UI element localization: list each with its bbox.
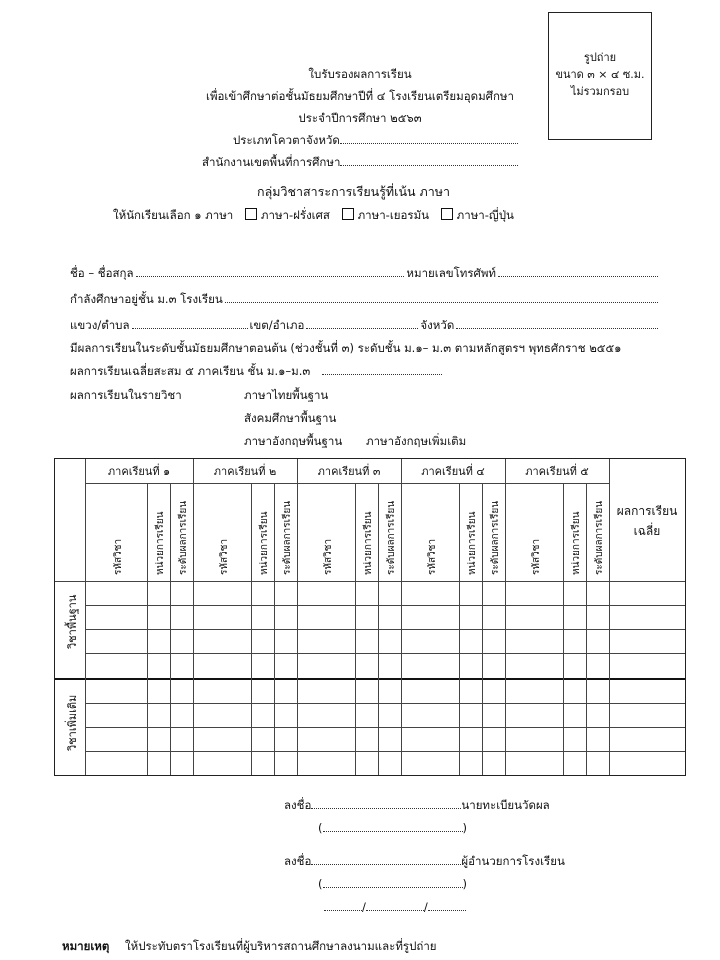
col-line — [401, 459, 402, 775]
japanese-option-label: ภาษา-ญี่ปุ่น — [456, 208, 514, 222]
s2-grade-header: ระดับผลการเรียน — [282, 500, 293, 575]
average-header-line2: เฉลี่ย — [633, 524, 661, 538]
director-name-line: ( ) — [318, 877, 467, 891]
s3-code-header: รหัสวิชา — [323, 538, 334, 575]
phone-label: หมายเลขโทรศัพท์ — [406, 266, 496, 280]
col-line — [85, 459, 86, 775]
col-line — [170, 483, 171, 775]
result-statement: มีผลการเรียนในระดับชั้นมัธยมศึกษาตอนต้น (ช่วงชั้นที่ ๓) ระดับชั้น ม.๑– ม.๓ ตามหลักสูตรฯ พุทธศักราช ๒๕๕๑ — [70, 341, 622, 355]
director-name-input[interactable] — [323, 876, 463, 888]
col-line — [563, 483, 564, 775]
footnote — [62, 938, 437, 956]
semester-2-header: ภาคเรียนที่ ๒ — [213, 465, 277, 478]
director-title: ผู้อำนวยการโรงเรียน — [461, 854, 565, 868]
s1-credit-header: หน่วยการเรียน — [155, 511, 166, 575]
row-line — [85, 629, 685, 630]
province-input[interactable] — [456, 317, 658, 329]
japanese-checkbox[interactable] — [441, 208, 453, 220]
grade-table — [54, 458, 686, 776]
col-line — [193, 459, 194, 775]
semester-3-header: ภาคเรียนที่ ๓ — [317, 465, 381, 478]
registrar-name-line: ( ) — [318, 821, 467, 835]
s1-grade-header: ระดับผลการเรียน — [178, 500, 189, 575]
german-option-label: ภาษา-เยอรมัน — [357, 208, 430, 222]
col-line — [482, 483, 483, 775]
subject-social: สังคมศึกษาพื้นฐาน — [244, 411, 337, 425]
col-line — [274, 483, 275, 775]
header-bottom-line — [55, 581, 685, 582]
col-line — [378, 483, 379, 775]
gpa-line — [70, 363, 442, 381]
date-year-input[interactable] — [428, 899, 466, 911]
s1-code-header: รหัสวิชา — [113, 538, 124, 575]
col-line — [505, 459, 506, 775]
subject-english-basic: ภาษาอังกฤษพื้นฐาน — [244, 434, 343, 448]
date-month-input[interactable] — [366, 899, 424, 911]
document-title: ใบรับรองผลการเรียน — [308, 67, 412, 81]
semester-1-header: ภาคเรียนที่ ๑ — [107, 465, 171, 478]
quota-line — [233, 132, 518, 150]
by-subject-label: ผลการเรียนในรายวิชา — [70, 388, 182, 402]
s4-credit-header: หน่วยการเรียน — [467, 511, 478, 575]
average-header — [609, 501, 685, 541]
language-choice-line — [113, 207, 514, 225]
registrar-name-input[interactable] — [323, 820, 463, 832]
registrar-sign-input[interactable] — [311, 797, 461, 809]
director-sign-line — [284, 853, 565, 871]
row-line — [85, 653, 685, 654]
document-subtitle: เพื่อเข้าศึกษาต่อชั้นมัธยมศึกษาปีที่ ๔ โรงเรียนเตรียมอุดมศึกษา — [206, 89, 514, 103]
section-basic-label: วิชาพื้นฐาน — [66, 594, 79, 649]
office-label: สำนักงานเขตพื้นที่การศึกษา — [202, 155, 341, 169]
french-checkbox[interactable] — [245, 208, 257, 220]
s4-grade-header: ระดับผลการเรียน — [490, 500, 501, 575]
date-day-input[interactable] — [324, 899, 362, 911]
subdistrict-input[interactable] — [132, 317, 248, 329]
district-input[interactable] — [306, 317, 418, 329]
s5-grade-header: ระดับผลการเรียน — [594, 500, 605, 575]
office-line — [202, 154, 518, 172]
subdistrict-label: แขวง/ตำบล — [70, 318, 130, 332]
section-divider — [55, 678, 685, 680]
registrar-sign-line — [284, 797, 550, 815]
s2-code-header: รหัสวิชา — [219, 538, 230, 575]
col-line — [459, 483, 460, 775]
section-extra-label: วิชาเพิ่มเติม — [66, 694, 79, 751]
photo-size: ขนาด ๓ × ๔ ซ.ม. — [555, 68, 645, 81]
quota-label: ประเภทโควตาจังหวัด — [233, 133, 340, 147]
name-row — [70, 265, 660, 283]
average-header-line1: ผลการเรียน — [616, 504, 678, 518]
photo-label: รูปถ่าย — [583, 51, 617, 64]
french-option-label: ภาษา-ฝรั่งเศส — [260, 208, 330, 222]
name-input[interactable] — [136, 265, 405, 277]
director-sign-label: ลงชื่อ — [284, 854, 312, 868]
row-line — [85, 751, 685, 752]
photo-placeholder-box — [548, 12, 652, 140]
footnote-text: ให้ประทับตราโรงเรียนที่ผู้บริหารสถานศึกษาลงนามและที่รูปถ่าย — [125, 939, 437, 953]
s2-credit-header: หน่วยการเรียน — [259, 511, 270, 575]
row-line — [85, 727, 685, 728]
row-line — [85, 703, 685, 704]
quota-input[interactable] — [340, 132, 518, 144]
gpa-label: ผลการเรียนเฉลี่ยสะสม ๕ ภาคเรียน ชั้น ม.๑–ม.๓ — [70, 364, 311, 378]
s3-credit-header: หน่วยการเรียน — [363, 511, 374, 575]
director-sign-input[interactable] — [311, 853, 461, 865]
semester-header-divider — [85, 483, 609, 484]
date-sep-1: / — [362, 900, 366, 914]
gpa-input[interactable] — [322, 363, 442, 375]
subject-group-title: กลุ่มวิชาสาระการเรียนรู้ที่เน้น ภาษา — [257, 184, 451, 199]
district-label: เขต/อำเภอ — [249, 318, 305, 332]
school-input[interactable] — [225, 291, 658, 303]
row-line — [85, 605, 685, 606]
footnote-label: หมายเหตุ — [62, 939, 110, 953]
s3-grade-header: ระดับผลการเรียน — [386, 500, 397, 575]
office-input[interactable] — [340, 154, 518, 166]
school-row — [70, 291, 660, 309]
semester-5-header: ภาคเรียนที่ ๕ — [525, 465, 589, 478]
subject-english-extra: ภาษาอังกฤษเพิ่มเติม — [366, 434, 467, 448]
col-line — [251, 483, 252, 775]
date-line — [324, 899, 466, 914]
name-label: ชื่อ – ชื่อสกุล — [70, 266, 134, 280]
s5-code-header: รหัสวิชา — [531, 538, 542, 575]
col-line — [586, 483, 587, 775]
date-sep-2: / — [423, 900, 428, 914]
school-label: กำลังศึกษาอยู่ชั้น ม.๓ โรงเรียน — [70, 292, 223, 306]
province-label: จังหวัด — [420, 318, 455, 332]
registrar-title: นายทะเบียนวัดผล — [461, 798, 550, 812]
subject-thai: ภาษาไทยพื้นฐาน — [244, 388, 329, 402]
german-checkbox[interactable] — [342, 208, 354, 220]
registrar-sign-label: ลงชื่อ — [284, 798, 312, 812]
s5-credit-header: หน่วยการเรียน — [571, 511, 582, 575]
col-line — [297, 459, 298, 775]
academic-year: ประจำปีการศึกษา ๒๕๖๓ — [298, 111, 422, 125]
address-row — [70, 317, 660, 335]
col-line — [355, 483, 356, 775]
s4-code-header: รหัสวิชา — [427, 538, 438, 575]
col-line — [147, 483, 148, 775]
phone-input[interactable] — [498, 265, 658, 277]
language-instruction: ให้นักเรียนเลือก ๑ ภาษา — [113, 208, 234, 222]
semester-4-header: ภาคเรียนที่ ๔ — [421, 465, 485, 478]
photo-frame-note: ไม่รวมกรอบ — [570, 85, 630, 98]
